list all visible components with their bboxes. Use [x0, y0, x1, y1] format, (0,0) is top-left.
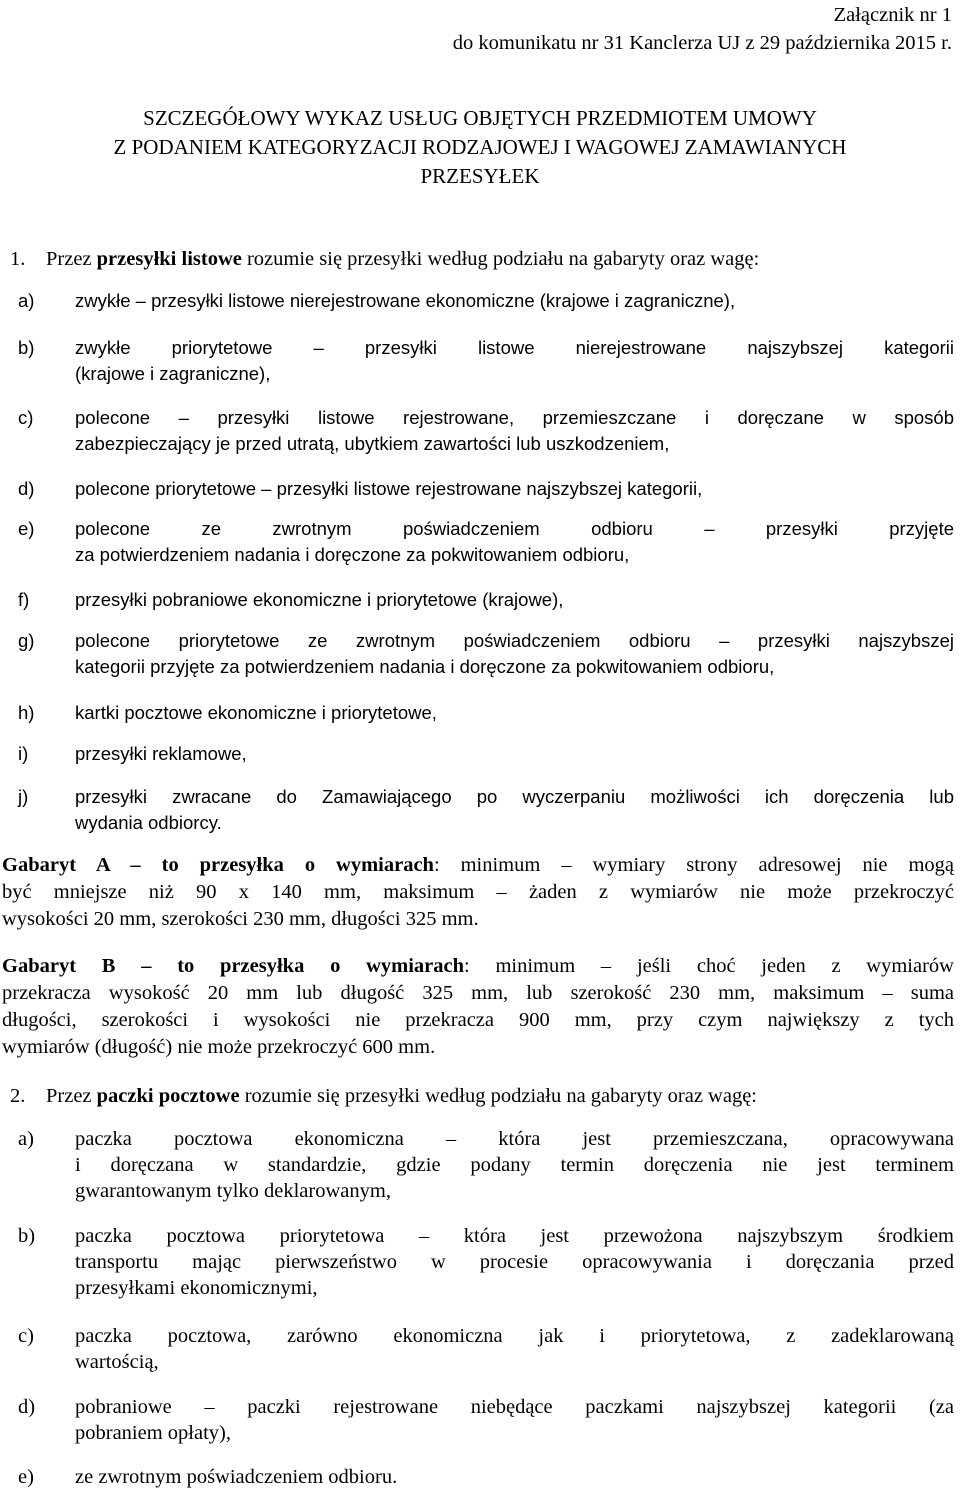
list-item-label: f) — [18, 589, 30, 610]
title-line-2: Z PODANIEM KATEGORYZACJI RODZAJOWEJ I WAGOWEJ ZAMAWIANYCH — [113, 135, 847, 159]
intro-text: rozumie się przesyłki według podziału na gabaryty oraz wagę: — [239, 1085, 757, 1107]
list-item-line: przesyłki zwracane do Zamawiającego po wyczerpaniu możliwości ich doręczenia lub — [75, 786, 954, 807]
paragraph-line: przekracza wysokość 20 mm lub długość 325 mm, lub szerokość 230 mm, maksimum – suma — [2, 982, 954, 1004]
list-item-label: e) — [18, 1466, 34, 1488]
section-2-intro — [4, 1083, 954, 1109]
list-item-line: zabezpieczający je przed utratą, ubytkiem zawartości lub uszkodzeniem, — [75, 433, 670, 454]
list-item-text: polecone priorytetowe – przesyłki listowe rejestrowane najszybszej kategorii, — [75, 478, 703, 499]
list-item-line: kategorii przyjęte za potwierdzeniem nadania i doręczone za pokwitowaniem odbioru, — [75, 656, 775, 677]
list-item — [9, 335, 954, 387]
list-item-line: wydania odbiorcy. — [75, 812, 222, 833]
list-item-line: paczka pocztowa, zarówno ekonomiczna jak i priorytetowa, z zadeklarowaną — [75, 1325, 954, 1347]
list-item-text: kartki pocztowe ekonomiczne i priorytetowe, — [75, 702, 437, 723]
paragraph-line: Gabaryt B – to przesyłka o wymiarach: minimum – jeśli choć jeden z wymiarów — [2, 955, 954, 977]
list-item-line: paczka pocztowa priorytetowa – która jest przewożona najszybszym środkiem — [75, 1225, 954, 1247]
list-item-line: wartością, — [75, 1351, 159, 1373]
list-item — [9, 405, 954, 457]
list-item — [9, 1394, 954, 1446]
list-item-text: przesyłki reklamowe, — [75, 743, 247, 764]
list-item — [9, 288, 954, 314]
list-item-label: d) — [18, 478, 35, 499]
list-item-label: i) — [18, 743, 29, 764]
section-number: 1. — [10, 248, 26, 270]
list-item-line: za potwierdzeniem nadania i doręczone za pokwitowaniem odbioru, — [75, 544, 630, 565]
list-item-label: a) — [18, 290, 35, 311]
list-item — [9, 1464, 954, 1490]
list-item-label: j) — [18, 786, 29, 807]
intro-text: Przez — [46, 248, 97, 270]
paragraph-line: wymiarów (długość) nie może przekroczyć 600 mm. — [2, 1036, 436, 1058]
annex-header — [453, 1, 952, 57]
gabaryt-a-heading: Gabaryt A – to przesyłka o wymiarach — [2, 854, 434, 876]
annex-line-2: do komunikatu nr 31 Kanclerza UJ z 29 października 2015 r. — [452, 32, 952, 54]
intro-bold-term: przesyłki listowe — [96, 248, 242, 270]
section-number: 2. — [10, 1085, 26, 1107]
list-item-line: gwarantowanym tylko deklarowanym, — [75, 1180, 391, 1202]
list-item-line: polecone ze zwrotnym poświadczeniem odbioru – przesyłki przyjęte — [75, 518, 954, 539]
list-item-label: g) — [18, 630, 35, 651]
list-item — [9, 628, 954, 680]
paragraph-line: wysokości 20 mm, szerokości 230 mm, długości 325 mm. — [2, 908, 479, 930]
list-item — [9, 1126, 954, 1204]
intro-text: rozumie się przesyłki według podziału na gabaryty oraz wagę: — [241, 248, 760, 270]
title-line-3: PRZESYŁEK — [420, 164, 540, 188]
list-item-text: ze zwrotnym poświadczeniem odbioru. — [75, 1466, 398, 1488]
list-item-line: przesyłkami ekonomicznymi, — [75, 1277, 318, 1299]
list-item-text: przesyłki pobraniowe ekonomiczne i priorytetowe (krajowe), — [75, 589, 564, 610]
title-line-1: SZCZEGÓŁOWY WYKAZ USŁUG OBJĘTYCH PRZEDMIOTEM UMOWY — [143, 106, 817, 130]
list-item-line: polecone – przesyłki listowe rejestrowane, przemieszczane i doręczane w sposób — [75, 407, 954, 428]
document-title — [0, 104, 960, 191]
paragraph-line: być mniejsze niż 90 x 140 mm, maksimum – żaden z wymiarów nie może przekroczyć — [2, 881, 954, 903]
intro-bold-term: paczki pocztowe — [96, 1085, 240, 1107]
list-item-line: i doręczana w standardzie, gdzie podany termin doręczenia nie jest terminem — [75, 1154, 954, 1176]
list-item-line: (krajowe i zagraniczne), — [75, 363, 271, 384]
list-item-line: paczka pocztowa ekonomiczna – która jest przemieszczana, opracowywana — [75, 1128, 954, 1150]
list-item-text: zwykłe – przesyłki listowe nierejestrowane ekonomiczne (krajowe i zagraniczne), — [75, 290, 736, 311]
intro-text: Przez — [46, 1085, 97, 1107]
gabaryt-b-heading: Gabaryt B – to przesyłka o wymiarach — [2, 955, 464, 977]
list-item — [9, 700, 954, 726]
list-item — [9, 1223, 954, 1301]
annex-line-1: Załącznik nr 1 — [833, 4, 952, 26]
list-item-label: d) — [18, 1396, 36, 1418]
list-item — [9, 516, 954, 568]
section-1-intro — [4, 246, 954, 272]
list-item — [9, 1323, 954, 1375]
gabaryt-a-paragraph — [2, 852, 954, 933]
list-item — [9, 784, 954, 836]
list-item-label: e) — [18, 518, 35, 539]
list-item-label: h) — [18, 702, 35, 723]
gabaryt-b-paragraph — [2, 953, 954, 1061]
list-item-line: transportu mając pierwszeństwo w procesie opracowywania i doręczania przed — [75, 1251, 954, 1273]
list-item-label: c) — [18, 407, 34, 428]
list-item-label: a) — [18, 1128, 34, 1150]
list-item-line: pobraniem opłaty), — [75, 1422, 231, 1444]
list-item-label: c) — [18, 1325, 34, 1347]
list-item — [9, 476, 954, 502]
list-item-label: b) — [18, 337, 35, 358]
list-item-line: zwykłe priorytetowe – przesyłki listowe nierejestrowane najszybszej kategorii — [75, 337, 954, 358]
list-item-label: b) — [18, 1225, 36, 1247]
list-item-line: polecone priorytetowe ze zwrotnym poświadczeniem odbioru – przesyłki najszybszej — [75, 630, 954, 651]
list-item-line: pobraniowe – paczki rejestrowane niebędące paczkami najszybszej kategorii (za — [75, 1396, 954, 1418]
list-item — [9, 587, 954, 613]
paragraph-line: Gabaryt A – to przesyłka o wymiarach: minimum – wymiary strony adresowej nie mogą — [2, 854, 955, 876]
list-item — [9, 741, 954, 767]
paragraph-line: długości, szerokości i wysokości nie przekracza 900 mm, przy czym największy z tych — [2, 1009, 954, 1031]
